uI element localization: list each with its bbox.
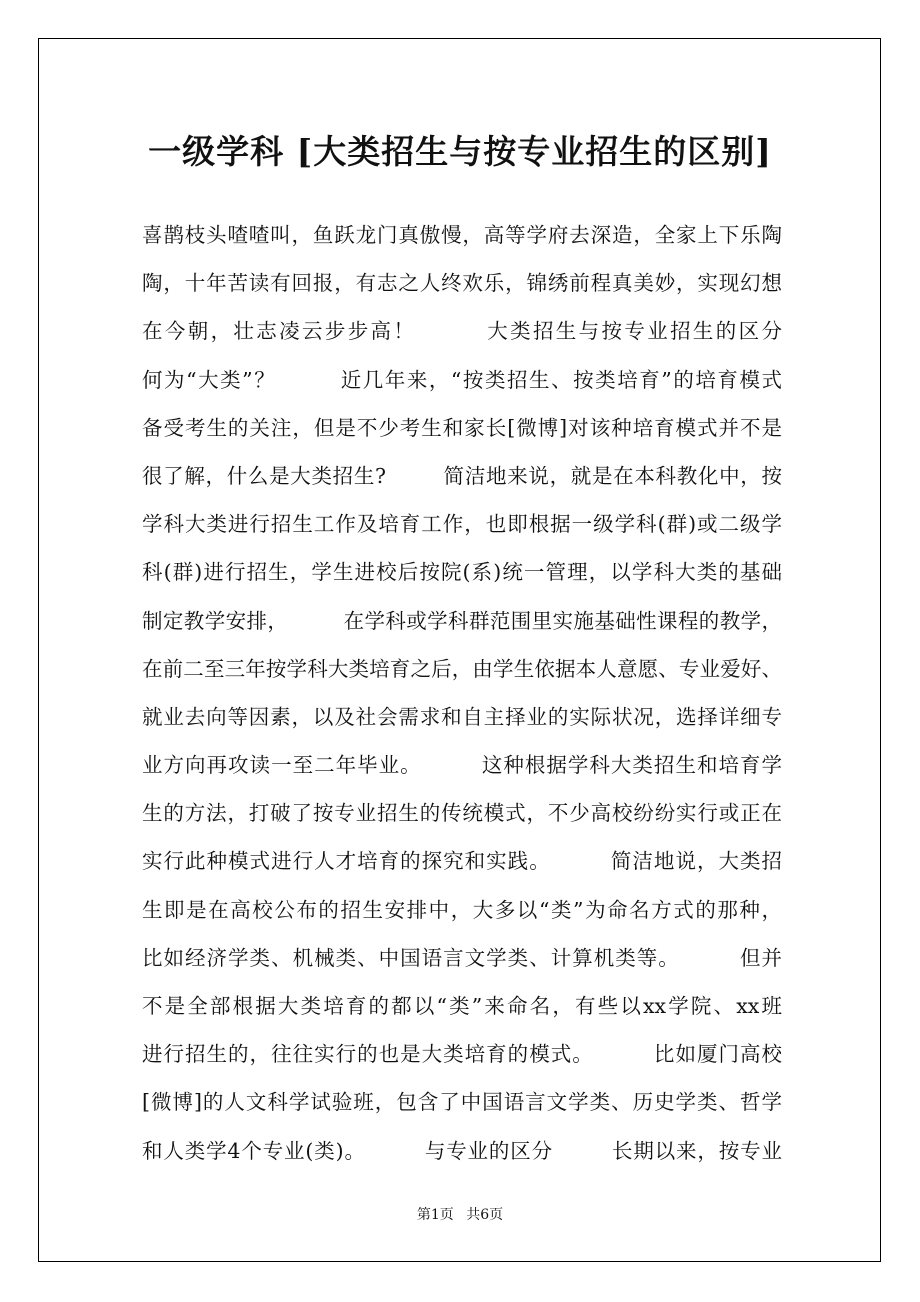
body-line: 进行招生的，往往实行的也是大类培育的模式。 比如厦门高校 bbox=[142, 1042, 782, 1067]
body-line: 不是全部根据大类培育的都以“类”来命名，有些以xx学院、xx班 bbox=[142, 994, 782, 1018]
document-body bbox=[142, 211, 782, 1175]
body-line: 和人类学4个专业(类)。 与专业的区分 长期以来，按专业 bbox=[142, 1138, 782, 1163]
body-line: 业方向再攻读一至二年毕业。 这种根据学科大类招生和培育学 bbox=[142, 753, 782, 778]
page-number: 第1页 bbox=[416, 1207, 454, 1223]
body-line: 生的方法，打破了按专业招生的传统模式，不少高校纷纷实行或正在 bbox=[142, 801, 782, 826]
body-line: 备受考生的关注，但是不少考生和家长[微博]对该种培育模式并不是 bbox=[142, 415, 782, 440]
page-total: 共6页 bbox=[466, 1207, 504, 1223]
page-footer bbox=[0, 1205, 920, 1225]
body-line: 实行此种模式进行人才培育的探究和实践。 简洁地说，大类招 bbox=[142, 849, 782, 874]
body-line: 很了解，什么是大类招生? 简洁地来说，就是在本科教化中，按 bbox=[142, 463, 782, 488]
body-line: 科(群)进行招生，学生进校后按院(系)统一管理，以学科大类的基础 bbox=[142, 560, 782, 585]
body-line: 在前二至三年按学科大类培育之后，由学生依据本人意愿、专业爱好、 bbox=[142, 656, 782, 681]
body-line: 喜鹊枝头喳喳叫，鱼跃龙门真傲慢，高等学府去深造，全家上下乐陶 bbox=[142, 223, 782, 247]
body-line: 生即是在高校公布的招生安排中，大多以“类”为命名方式的那种， bbox=[142, 897, 782, 922]
document-title: 一级学科 [大类招生与按专业招生的区别] bbox=[148, 132, 772, 171]
body-line: 学科大类进行招生工作及培育工作，也即根据一级学科(群)或二级学 bbox=[142, 512, 782, 537]
body-line: 陶，十年苦读有回报，有志之人终欢乐，锦绣前程真美妙，实现幻想 bbox=[142, 271, 782, 296]
body-line: 在今朝，壮志凌云步步高！ 大类招生与按专业招生的区分 bbox=[142, 319, 782, 344]
body-line: 比如经济学类、机械类、中国语言文学类、计算机类等。 但并 bbox=[142, 945, 782, 970]
body-line: 何为“大类”？ 近几年来，“按类招生、按类培育”的培育模式 bbox=[142, 367, 782, 392]
body-line: [微博]的人文科学试验班，包含了中国语言文学类、历史学类、哲学 bbox=[142, 1090, 782, 1115]
body-line: 就业去向等因素，以及社会需求和自主择业的实际状况，选择详细专 bbox=[142, 704, 782, 729]
body-line: 制定教学安排， 在学科或学科群范围里实施基础性课程的教学， bbox=[142, 608, 782, 633]
